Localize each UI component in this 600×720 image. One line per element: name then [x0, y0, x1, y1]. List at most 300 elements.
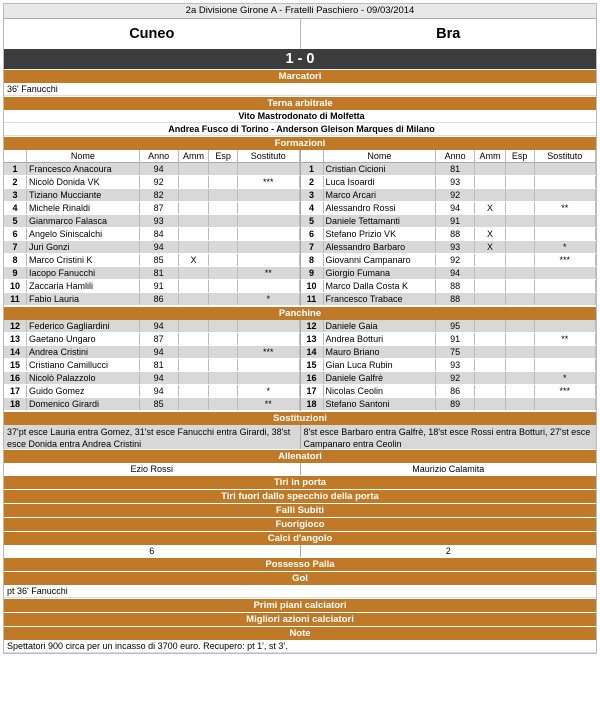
home-lineup-table: [4, 150, 300, 306]
player-yellow-card: [178, 385, 209, 398]
referee-main: Vito Mastrodonato di Molfetta: [4, 110, 596, 123]
player-substitution-mark: ***: [238, 176, 299, 189]
player-name: Cristian Cicioni: [323, 163, 436, 176]
away-lineup-table: [301, 150, 597, 306]
player-number: 17: [4, 385, 27, 398]
player-yellow-card: [178, 189, 209, 202]
player-substitution-mark: *: [238, 385, 299, 398]
player-year: 75: [436, 346, 475, 359]
player-yellow-card: [178, 320, 209, 333]
away-corners: 2: [301, 545, 597, 557]
player-number: 1: [301, 163, 324, 176]
player-number: 10: [4, 280, 27, 293]
player-substitution-mark: [534, 346, 595, 359]
column-header-number: [4, 150, 27, 163]
player-name: Marco Arcari: [323, 189, 436, 202]
player-substitution-mark: ***: [238, 346, 299, 359]
player-name: Alessandro Barbaro: [323, 241, 436, 254]
player-year: 94: [139, 372, 178, 385]
goals-text: pt 36' Fanucchi: [4, 585, 596, 598]
player-substitution-mark: [534, 267, 595, 280]
player-number: 4: [4, 202, 27, 215]
column-header-esp: Esp: [505, 150, 534, 163]
player-row: [301, 320, 596, 333]
player-yellow-card: [178, 241, 209, 254]
player-substitution-mark: [238, 280, 299, 293]
player-year: 94: [436, 267, 475, 280]
player-name: Francesco Anacoura: [27, 163, 140, 176]
player-red-card: [505, 176, 534, 189]
player-substitution-mark: [534, 176, 595, 189]
section-scorers: Marcatori: [4, 69, 596, 83]
away-team-name: Bra: [301, 19, 597, 49]
player-year: 91: [436, 333, 475, 346]
player-substitution-mark: [238, 359, 299, 372]
player-red-card: [505, 254, 534, 267]
player-row: [301, 293, 596, 306]
player-row: [4, 293, 299, 306]
section-substitutions: Sostituzioni: [4, 411, 596, 425]
player-number: 12: [301, 320, 324, 333]
away-coach: Maurizio Calamita: [301, 463, 597, 475]
section-corners: Calci d'angolo: [4, 531, 596, 545]
final-score: 1 - 0: [4, 49, 596, 69]
referee-assistants: Andrea Fusco di Torino - Anderson Gleison Marques di Milano: [4, 123, 596, 136]
player-yellow-card: [475, 215, 506, 228]
player-name: Domenico Girardi: [27, 398, 140, 411]
player-row: [301, 346, 596, 359]
player-red-card: [209, 398, 238, 411]
player-row: [4, 215, 299, 228]
player-name: Juri Gonzi: [27, 241, 140, 254]
column-header-nome: Nome: [323, 150, 436, 163]
player-row: [4, 398, 299, 411]
player-red-card: [209, 241, 238, 254]
player-substitution-mark: [534, 228, 595, 241]
player-year: 91: [436, 215, 475, 228]
player-red-card: [505, 228, 534, 241]
player-red-card: [505, 346, 534, 359]
player-row: [4, 241, 299, 254]
away-bench-table: [301, 320, 597, 411]
player-year: 95: [436, 320, 475, 333]
player-row: [4, 254, 299, 267]
player-yellow-card: [178, 293, 209, 306]
player-red-card: [209, 320, 238, 333]
player-yellow-card: [178, 267, 209, 280]
player-substitution-mark: [238, 163, 299, 176]
player-substitution-mark: [534, 215, 595, 228]
player-yellow-card: [178, 372, 209, 385]
player-row: [4, 359, 299, 372]
coaches-row: [4, 463, 596, 475]
player-substitution-mark: [238, 333, 299, 346]
player-number: 7: [4, 241, 27, 254]
player-row: [4, 228, 299, 241]
player-number: 8: [301, 254, 324, 267]
player-substitution-mark: [534, 293, 595, 306]
player-year: 94: [139, 163, 178, 176]
player-number: 14: [301, 346, 324, 359]
column-header-anno: Anno: [436, 150, 475, 163]
player-row: [301, 215, 596, 228]
section-closeups: Primi piani calciatori: [4, 598, 596, 612]
player-yellow-card: [475, 320, 506, 333]
player-yellow-card: X: [475, 241, 506, 254]
section-fouls: Falli Subiti: [4, 503, 596, 517]
player-row: [301, 163, 596, 176]
substitutions-row: [4, 425, 596, 449]
column-header-sost: Sostituto: [534, 150, 595, 163]
player-year: 92: [139, 176, 178, 189]
player-name: Stefano Prizio VK: [323, 228, 436, 241]
player-yellow-card: [475, 254, 506, 267]
player-substitution-mark: [238, 241, 299, 254]
corners-row: [4, 545, 596, 557]
player-row: [4, 320, 299, 333]
player-red-card: [505, 163, 534, 176]
player-number: 1: [4, 163, 27, 176]
player-yellow-card: [475, 372, 506, 385]
player-red-card: [505, 372, 534, 385]
player-yellow-card: [178, 215, 209, 228]
player-name: Nicolò Donida VK: [27, 176, 140, 189]
player-yellow-card: [178, 333, 209, 346]
player-yellow-card: [475, 359, 506, 372]
player-number: 17: [301, 385, 324, 398]
player-red-card: [505, 215, 534, 228]
column-header-number: [301, 150, 324, 163]
column-header-sost: Sostituto: [238, 150, 299, 163]
player-yellow-card: [475, 280, 506, 293]
player-name: Andrea Cristini: [27, 346, 140, 359]
home-team-name: Cuneo: [4, 19, 301, 49]
player-name: Stefano Santoni: [323, 398, 436, 411]
table-header-row: [301, 150, 596, 163]
player-red-card: [209, 202, 238, 215]
player-yellow-card: X: [475, 228, 506, 241]
player-yellow-card: [475, 385, 506, 398]
player-number: 15: [4, 359, 27, 372]
player-substitution-mark: **: [534, 202, 595, 215]
player-name: Iacopo Fanucchi: [27, 267, 140, 280]
player-substitution-mark: [238, 254, 299, 267]
player-year: 89: [436, 398, 475, 411]
column-header-amm: Amm: [178, 150, 209, 163]
player-number: 11: [4, 293, 27, 306]
player-year: 88: [436, 293, 475, 306]
player-name: Francesco Trabace: [323, 293, 436, 306]
player-red-card: [209, 280, 238, 293]
player-row: [4, 385, 299, 398]
section-best-actions: Migliori azioni calciatori: [4, 612, 596, 626]
player-year: 85: [139, 254, 178, 267]
player-red-card: [505, 385, 534, 398]
player-number: 10: [301, 280, 324, 293]
player-year: 87: [139, 333, 178, 346]
player-name: Zaccaria Hamlili: [27, 280, 140, 293]
player-number: 2: [4, 176, 27, 189]
section-shots-on: Tiri in porta: [4, 475, 596, 489]
player-year: 92: [436, 189, 475, 202]
player-substitution-mark: [534, 280, 595, 293]
player-year: 92: [436, 254, 475, 267]
player-name: Gianmarco Falasca: [27, 215, 140, 228]
player-year: 93: [436, 359, 475, 372]
player-red-card: [505, 202, 534, 215]
home-substitutions: 37'pt esce Lauria entra Gomez, 31'st esce Fanucchi entra Girardi, 38'st esce Donida entra Andrea Cristini: [4, 425, 301, 449]
player-yellow-card: [475, 189, 506, 202]
section-coaches: Allenatori: [4, 449, 596, 463]
player-substitution-mark: **: [238, 267, 299, 280]
player-substitution-mark: [238, 320, 299, 333]
player-substitution-mark: [238, 228, 299, 241]
player-name: Federico Gagliardini: [27, 320, 140, 333]
player-red-card: [505, 320, 534, 333]
player-row: [4, 202, 299, 215]
player-name: Daniele Galfrè: [323, 372, 436, 385]
player-yellow-card: [178, 176, 209, 189]
player-number: 5: [301, 215, 324, 228]
section-notes: Note: [4, 626, 596, 640]
player-substitution-mark: *: [238, 293, 299, 306]
player-name: Guido Gomez: [27, 385, 140, 398]
competition-header: 2a Divisione Girone A - Fratelli Paschiero - 09/03/2014: [4, 4, 596, 19]
bench-row: [4, 320, 596, 411]
player-substitution-mark: [534, 398, 595, 411]
table-header-row: [4, 150, 299, 163]
player-year: 87: [139, 202, 178, 215]
player-row: [301, 202, 596, 215]
player-name: Giovanni Campanaro: [323, 254, 436, 267]
player-red-card: [505, 359, 534, 372]
player-row: [4, 346, 299, 359]
player-substitution-mark: [534, 320, 595, 333]
player-name: Angelo Siniscalchi: [27, 228, 140, 241]
player-year: 88: [436, 280, 475, 293]
player-name: Marco Dalla Costa K: [323, 280, 436, 293]
teams-row: [4, 19, 596, 49]
player-name: Gian Luca Rubin: [323, 359, 436, 372]
player-substitution-mark: **: [534, 333, 595, 346]
player-number: 16: [4, 372, 27, 385]
player-row: [4, 333, 299, 346]
player-number: 4: [301, 202, 324, 215]
player-substitution-mark: [238, 215, 299, 228]
player-red-card: [505, 267, 534, 280]
player-substitution-mark: [238, 202, 299, 215]
lineups-row: [4, 150, 596, 306]
player-number: 6: [4, 228, 27, 241]
player-substitution-mark: ***: [534, 385, 595, 398]
player-year: 81: [436, 163, 475, 176]
player-yellow-card: [178, 280, 209, 293]
player-year: 86: [436, 385, 475, 398]
player-yellow-card: X: [178, 254, 209, 267]
player-substitution-mark: *: [534, 241, 595, 254]
player-number: 5: [4, 215, 27, 228]
player-number: 9: [301, 267, 324, 280]
player-red-card: [209, 385, 238, 398]
player-year: 94: [139, 241, 178, 254]
player-number: 3: [4, 189, 27, 202]
player-yellow-card: [475, 333, 506, 346]
player-number: 3: [301, 189, 324, 202]
player-red-card: [209, 189, 238, 202]
player-name: Tiziano Mucciante: [27, 189, 140, 202]
section-shots-off: Tiri fuori dallo specchio della porta: [4, 489, 596, 503]
player-year: 81: [139, 267, 178, 280]
player-name: Fabio Lauria: [27, 293, 140, 306]
player-name: Marco Cristini K: [27, 254, 140, 267]
column-header-esp: Esp: [209, 150, 238, 163]
player-yellow-card: [475, 398, 506, 411]
player-row: [4, 163, 299, 176]
player-substitution-mark: [534, 359, 595, 372]
player-yellow-card: X: [475, 202, 506, 215]
player-name: Luca Isoardi: [323, 176, 436, 189]
player-number: 9: [4, 267, 27, 280]
player-row: [4, 280, 299, 293]
player-name: Andrea Botturi: [323, 333, 436, 346]
section-bench: Panchine: [4, 306, 596, 320]
player-number: 16: [301, 372, 324, 385]
player-name: Nicolas Ceolin: [323, 385, 436, 398]
player-red-card: [209, 267, 238, 280]
player-name: Gaetano Ungaro: [27, 333, 140, 346]
player-row: [301, 267, 596, 280]
player-red-card: [209, 228, 238, 241]
section-lineups: Formazioni: [4, 136, 596, 150]
player-substitution-mark: [238, 189, 299, 202]
player-yellow-card: [178, 163, 209, 176]
player-number: 8: [4, 254, 27, 267]
player-red-card: [505, 189, 534, 202]
player-year: 91: [139, 280, 178, 293]
player-yellow-card: [475, 293, 506, 306]
player-red-card: [209, 254, 238, 267]
scorers-text: 36' Fanucchi: [4, 83, 596, 96]
home-corners: 6: [4, 545, 301, 557]
player-yellow-card: [178, 228, 209, 241]
player-red-card: [209, 372, 238, 385]
player-substitution-mark: [238, 372, 299, 385]
player-number: 12: [4, 320, 27, 333]
player-name: Giorgio Fumana: [323, 267, 436, 280]
player-row: [301, 385, 596, 398]
player-row: [301, 359, 596, 372]
column-header-amm: Amm: [475, 150, 506, 163]
player-number: 18: [4, 398, 27, 411]
section-referees: Terna arbitrale: [4, 96, 596, 110]
player-red-card: [209, 346, 238, 359]
player-substitution-mark: [534, 163, 595, 176]
player-red-card: [505, 280, 534, 293]
match-report: [3, 3, 597, 654]
player-year: 94: [139, 385, 178, 398]
player-year: 88: [436, 228, 475, 241]
player-row: [301, 333, 596, 346]
player-yellow-card: [475, 176, 506, 189]
player-yellow-card: [178, 202, 209, 215]
player-row: [301, 241, 596, 254]
player-red-card: [209, 215, 238, 228]
away-substitutions: 8'st esce Barbaro entra Galfrè, 18'st esce Rossi entra Botturi, 27'st esce Campanaro entra Ceolin: [301, 425, 597, 449]
player-yellow-card: [475, 267, 506, 280]
player-row: [4, 176, 299, 189]
player-name: Daniele Tettamanti: [323, 215, 436, 228]
player-red-card: [209, 293, 238, 306]
player-year: 92: [436, 372, 475, 385]
player-row: [301, 280, 596, 293]
player-name: Nicolò Palazzolo: [27, 372, 140, 385]
player-row: [4, 372, 299, 385]
player-red-card: [209, 163, 238, 176]
player-row: [301, 176, 596, 189]
player-name: Cristiano Camillucci: [27, 359, 140, 372]
player-year: 94: [436, 202, 475, 215]
player-number: 15: [301, 359, 324, 372]
player-row: [301, 398, 596, 411]
player-row: [301, 254, 596, 267]
player-year: 93: [436, 241, 475, 254]
player-yellow-card: [475, 163, 506, 176]
player-year: 81: [139, 359, 178, 372]
player-year: 94: [139, 320, 178, 333]
player-red-card: [209, 333, 238, 346]
player-yellow-card: [178, 346, 209, 359]
player-red-card: [505, 398, 534, 411]
player-year: 85: [139, 398, 178, 411]
player-red-card: [505, 241, 534, 254]
player-number: 6: [301, 228, 324, 241]
player-substitution-mark: *: [534, 372, 595, 385]
player-name: Mauro Briano: [323, 346, 436, 359]
section-goals: Gol: [4, 571, 596, 585]
player-year: 93: [436, 176, 475, 189]
player-row: [4, 267, 299, 280]
player-number: 7: [301, 241, 324, 254]
player-name: Daniele Gaia: [323, 320, 436, 333]
column-header-nome: Nome: [27, 150, 140, 163]
player-row: [301, 372, 596, 385]
player-substitution-mark: [534, 189, 595, 202]
section-offside: Fuorigioco: [4, 517, 596, 531]
player-year: 86: [139, 293, 178, 306]
player-number: 13: [4, 333, 27, 346]
player-number: 11: [301, 293, 324, 306]
player-year: 82: [139, 189, 178, 202]
player-yellow-card: [178, 359, 209, 372]
player-red-card: [505, 293, 534, 306]
player-yellow-card: [475, 346, 506, 359]
player-red-card: [209, 359, 238, 372]
player-yellow-card: [178, 398, 209, 411]
home-coach: Ezio Rossi: [4, 463, 301, 475]
player-year: 93: [139, 215, 178, 228]
player-number: 2: [301, 176, 324, 189]
section-possession: Possesso Palla: [4, 557, 596, 571]
player-year: 84: [139, 228, 178, 241]
notes-text: Spettatori 900 circa per un incasso di 3700 euro. Recupero: pt 1', st 3'.: [4, 640, 596, 653]
player-number: 14: [4, 346, 27, 359]
player-number: 18: [301, 398, 324, 411]
player-row: [301, 228, 596, 241]
column-header-anno: Anno: [139, 150, 178, 163]
player-substitution-mark: **: [238, 398, 299, 411]
player-year: 94: [139, 346, 178, 359]
player-row: [301, 189, 596, 202]
